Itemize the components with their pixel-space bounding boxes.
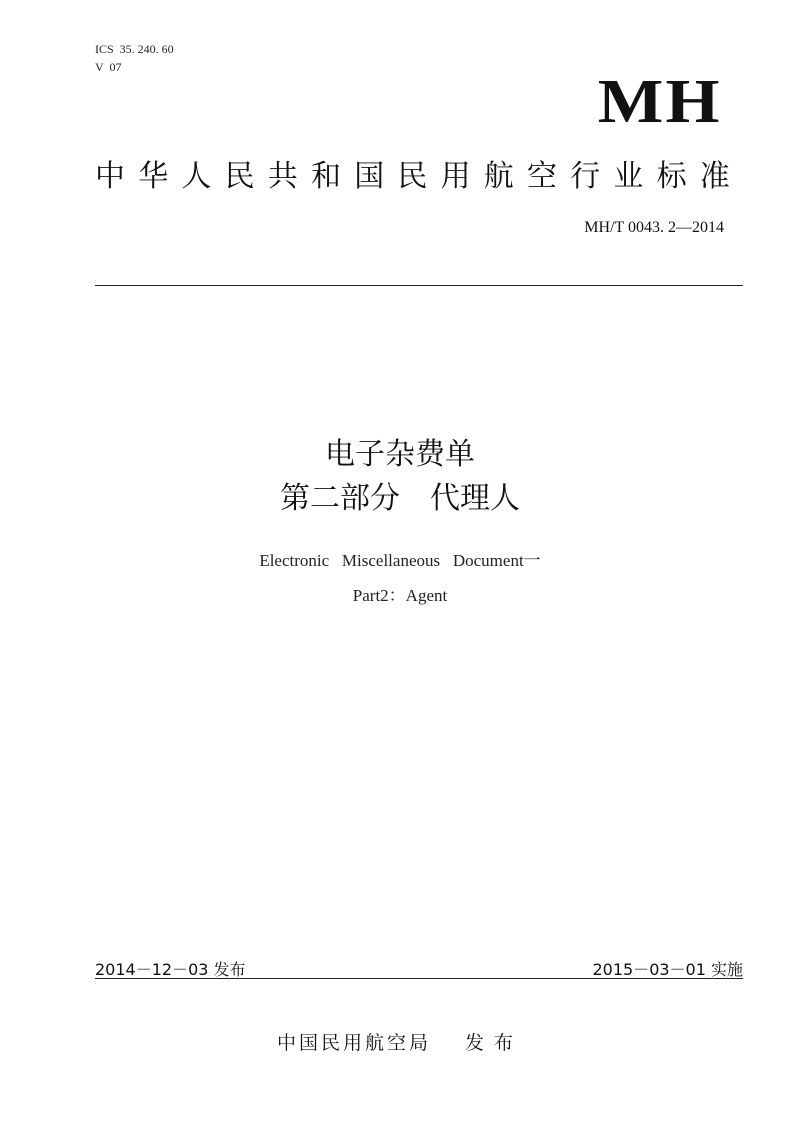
document-title-line1: 电子杂费单 [325,437,475,472]
standard-title: 中华人民共和国民用航空行业标准 [95,159,743,194]
issue-date: 2014－12－03 发布 [95,960,246,979]
implement-date: 2015－03－01 实施 [592,960,743,979]
publisher-action: 发布 [465,1032,524,1054]
mh-logo: MH [597,68,722,136]
bottom-divider [95,978,743,979]
top-divider [95,285,743,286]
ics-code: ICS 35. 240. 60 [95,42,174,56]
classification-codes [95,40,174,76]
document-title-line2: 第二部分 代理人 [280,481,520,516]
english-title-line2: Part2：Agent [352,586,448,605]
standard-code: MH/T 0043. 2—2014 [584,219,724,236]
ccs-code: V 07 [95,60,122,74]
publisher-name: 中国民用航空局 [276,1032,431,1054]
publisher-line [0,1030,800,1056]
english-title-line1: Electronic Miscellaneous Document一 [259,551,541,570]
